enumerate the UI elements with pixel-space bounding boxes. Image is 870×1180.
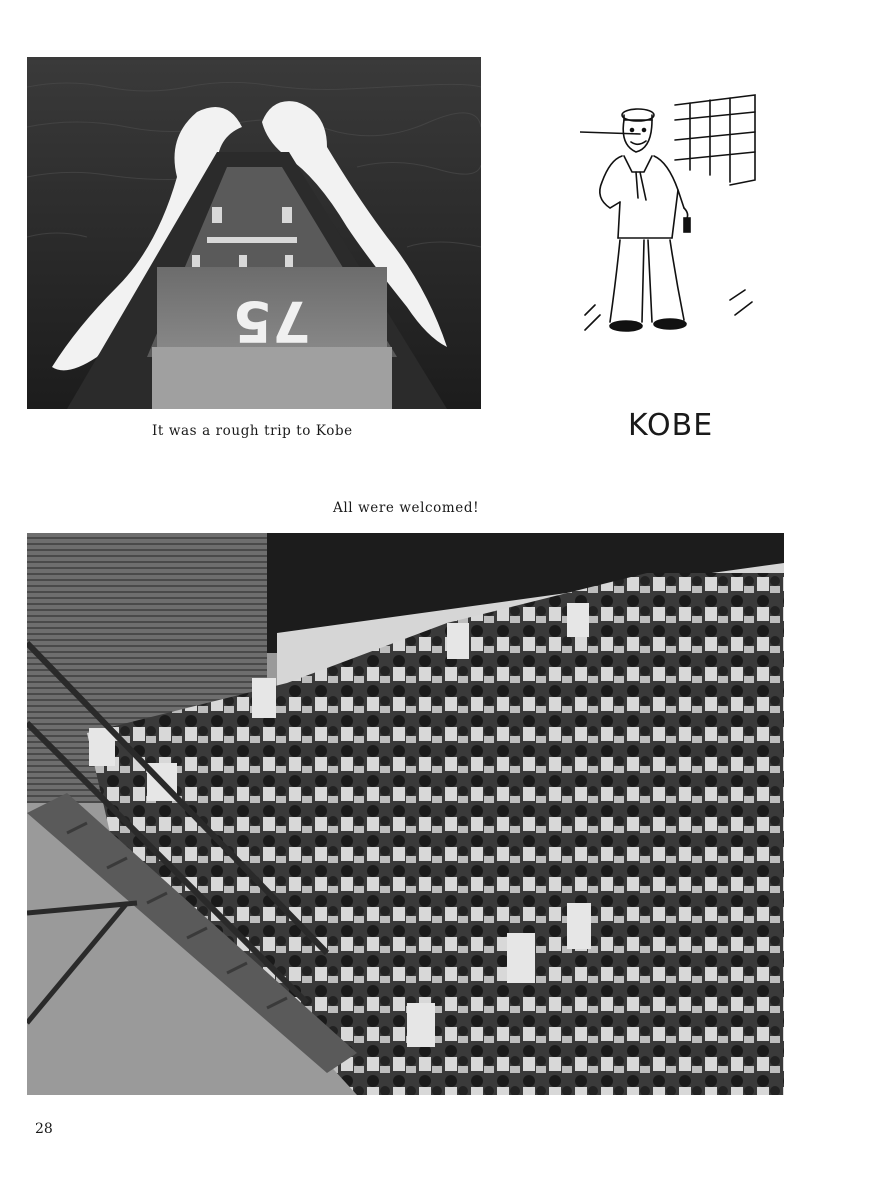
hull-number: 75 xyxy=(233,288,311,353)
page-number: 28 xyxy=(35,1121,53,1137)
section-title: KOBE xyxy=(628,408,714,443)
ship-photo xyxy=(27,57,481,409)
ship-photo-caption: It was a rough trip to Kobe xyxy=(152,423,353,439)
crowd-photo-caption: All were welcomed! xyxy=(333,500,480,516)
crowd-photo xyxy=(27,533,784,1095)
sailor-cartoon xyxy=(580,90,760,335)
